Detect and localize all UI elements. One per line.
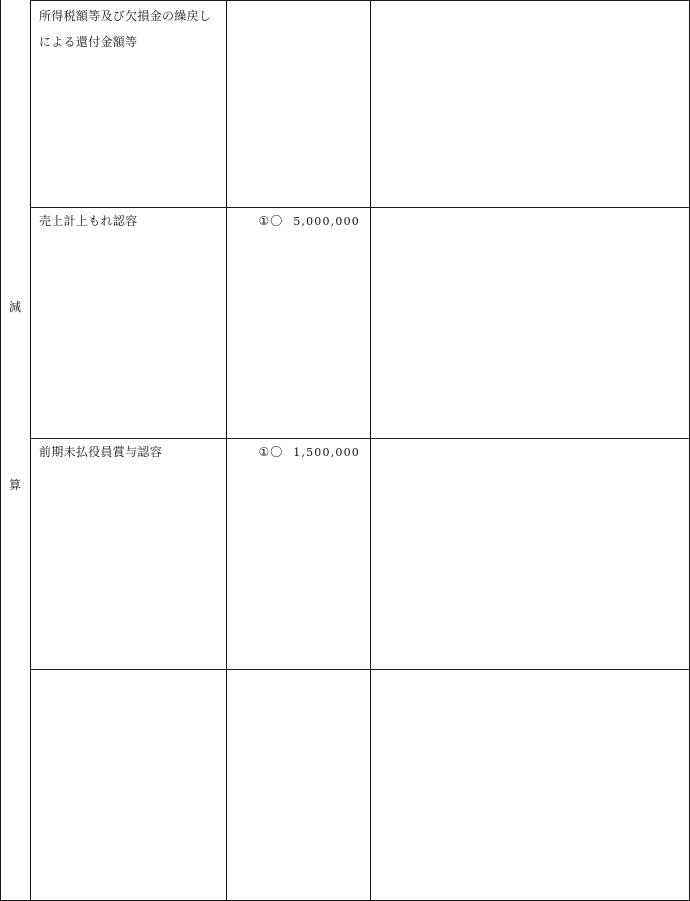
row-3-value: 1,500,000	[293, 446, 360, 459]
row-3-item: 前期未払役員賞与認容	[39, 445, 163, 459]
row-1-amount	[230, 14, 360, 29]
amount-column-divider	[370, 0, 371, 901]
side-label-bottom-char: 算	[8, 478, 21, 492]
row-2-item: 売上計上もれ認容	[39, 214, 138, 228]
row-2-value: 5,000,000	[293, 215, 360, 228]
table-border-left	[0, 0, 1, 901]
row-3-amount	[230, 445, 360, 460]
row-divider-3	[30, 669, 690, 670]
side-column-divider	[30, 0, 31, 901]
table-border-top	[30, 0, 690, 1]
row-2-amount	[230, 214, 360, 229]
side-label-top-char: 減	[8, 300, 21, 314]
row-4-amount	[230, 676, 360, 691]
row-2-mark: ①〇	[258, 214, 284, 228]
item-column-divider	[226, 0, 227, 901]
row-3-mark: ①〇	[258, 445, 284, 459]
row-1-item: 所得税額等及び欠損金の繰戻しによる還付金額等	[39, 9, 212, 49]
